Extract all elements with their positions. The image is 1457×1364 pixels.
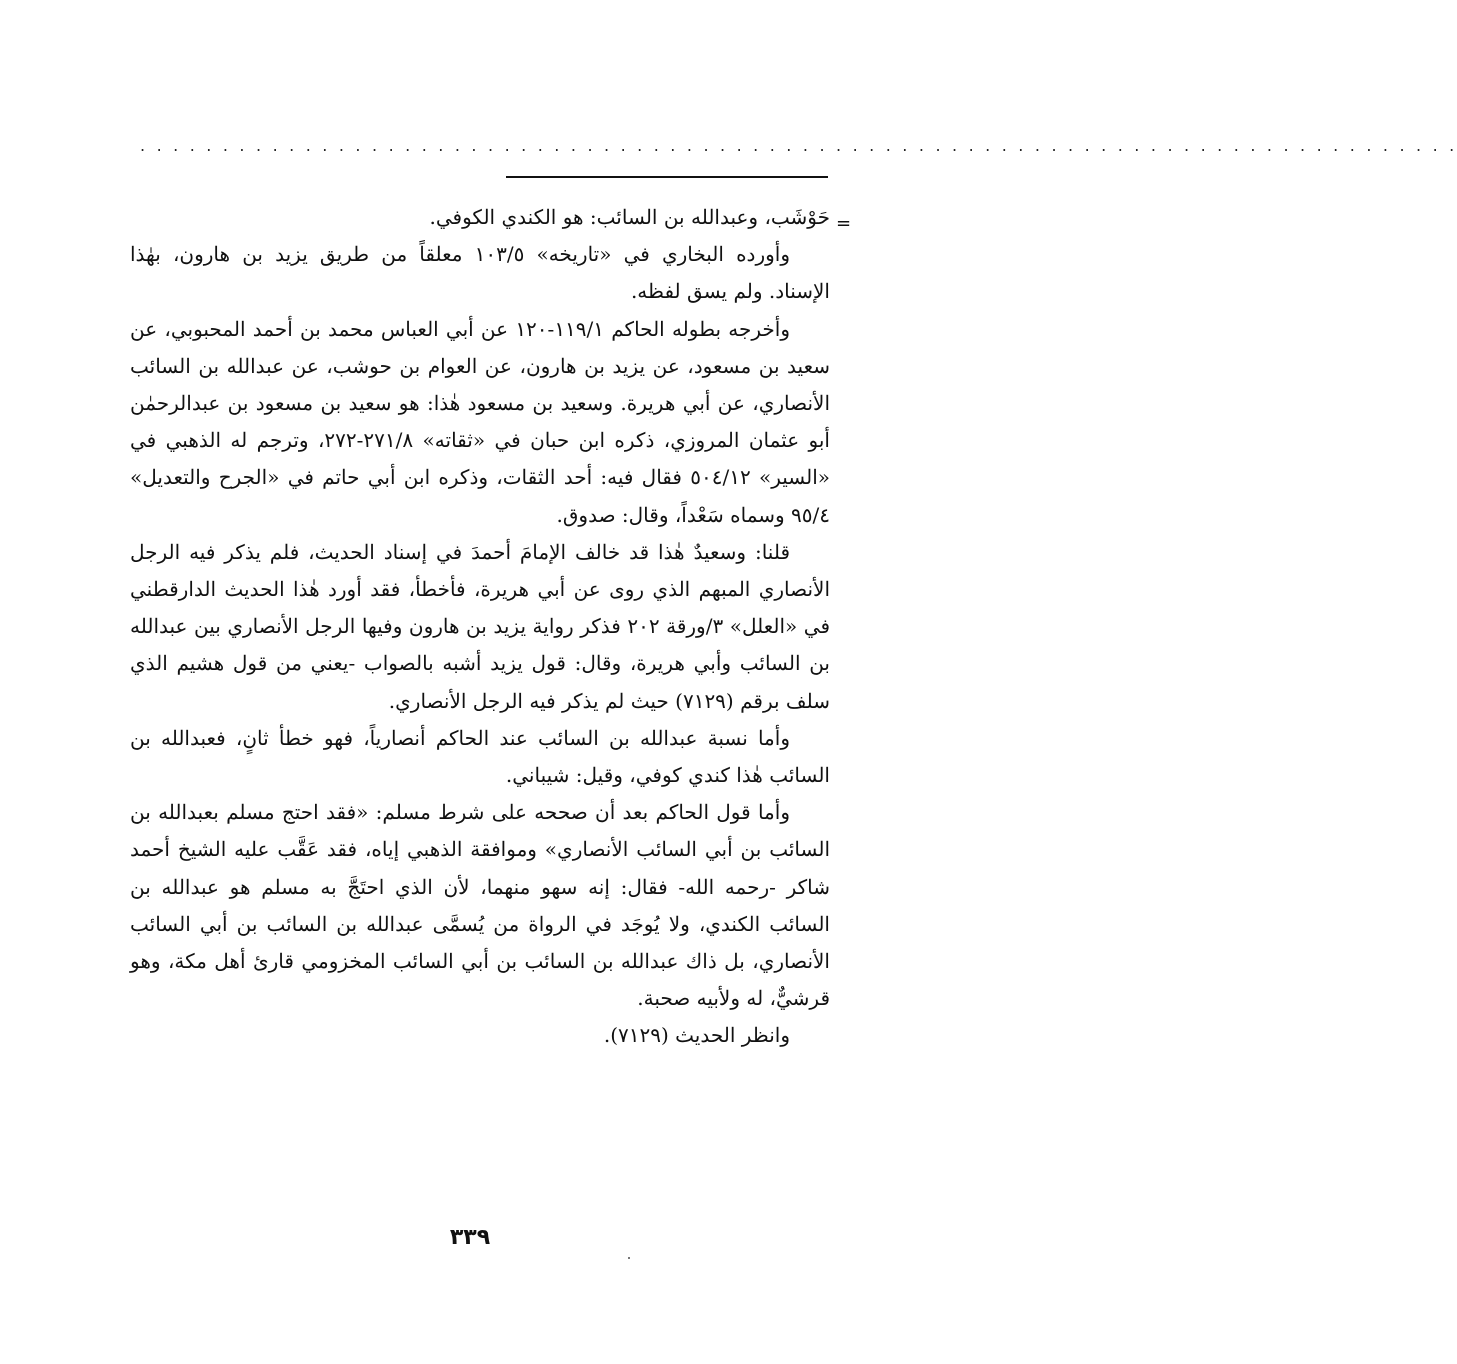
footnote-paragraph-6: وأما قول الحاكم بعد أن صححه على شرط مسلم: «فقد احتج مسلم بعبدالله بن السائب بن أبي السائب الأنصاري» وموافقة الذهبي إياه، فقد عَقَّب عليه الشيخ أحمد شاكر -رحمه الله- فقال: إنه سهو منهما، لأن الذي احتَجَّ به مسلم هو عبدالله بن السائب الكندي، ولا يُوجَد في الرواة من يُسمَّى عبدالله بن السائب بن أبي السائب الأنصاري، بل ذاك عبدالله بن السائب بن أبي السائب المخزومي قارئ أهل مكة، وهو قرشيٌّ، له ولأبيه صحبة.: [130, 800, 830, 1011]
footnote-rule: [506, 176, 828, 178]
footnote-continuation-mark: =: [836, 213, 852, 234]
footnote-paragraph-1: حَوْشَب، وعبدالله بن السائب: هو الكندي الكوفي.: [429, 205, 830, 229]
footnote-paragraph-4: قلنا: وسعيدٌ هٰذا قد خالف الإمامَ أحمدَ في إسناد الحديث، فلم يذكر فيه الرجل الأنصاري المبهم الذي روى عن أبي هريرة، فأخطأ، فقد أورد هٰذا الحديث الدارقطني في «العلل» ٣/ورقة ٢٠٢ فذكر رواية يزيد بن هارون وفيها الرجل الأنصاري بين عبدالله بن السائب وأبي هريرة، وقال: قول يزيد أشبه بالصواب -يعني من قول هشيم الذي سلف برقم (٧١٢٩) حيث لم يذكر فيه الرجل الأنصاري.: [130, 539, 831, 713]
footnote-paragraph-7: وانظر الحديث (٧١٢٩).: [603, 1023, 790, 1048]
footnote-paragraph-3: وأخرجه بطوله الحاكم ١١٩/١-١٢٠ عن أبي العباس محمد بن أحمد المحبوبي، عن سعيد بن مسعود، عن يزيد بن هارون، عن العوام بن حوشب، عن عبدالله بن السائب الأنصاري، عن أبي هريرة. وسعيد بن مسعود هٰذا: هو سعيد بن مسعود بن عبدالرحمٰن أبو عثمان المروزي، ذكره ابن حبان في «ثقاته» ٢٧١/٨-٢٧٢، وترجم له الذهبي في «السير» ٥٠٤/١٢ فقال فيه: أحد الثقات، وذكره ابن أبي حاتم في «الجرح والتعديل» ٩٥/٤ وسماه سَعْداً، وقال: صدوق.: [130, 316, 830, 527]
scan-speck: [628, 1257, 630, 1259]
footnote-paragraph-5: وأما نسبة عبدالله بن السائب عند الحاكم أنصارياً، فهو خطأ ثانٍ، فعبدالله بن السائب هٰذا كندي كوفي، وقيل: شيباني.: [130, 725, 830, 788]
footnote-paragraph-2: وأورده البخاري في «تاريخه» ١٠٣/٥ معلقاً من طريق يزيد بن هارون، بهٰذا الإسناد. ولم يسق لفظه.: [130, 242, 830, 304]
dotted-separator: . . . . . . . . . . . . . . . . . . . . . . . . . . . . . . . . . . . . . . . . . . . . . . . . . . . . . . . . . . . . . . . . . . . . . . . . . . . . . . . .: [140, 136, 1457, 155]
footnote-text: [130, 199, 830, 1055]
page-number: ٣٣٩: [449, 1225, 491, 1250]
